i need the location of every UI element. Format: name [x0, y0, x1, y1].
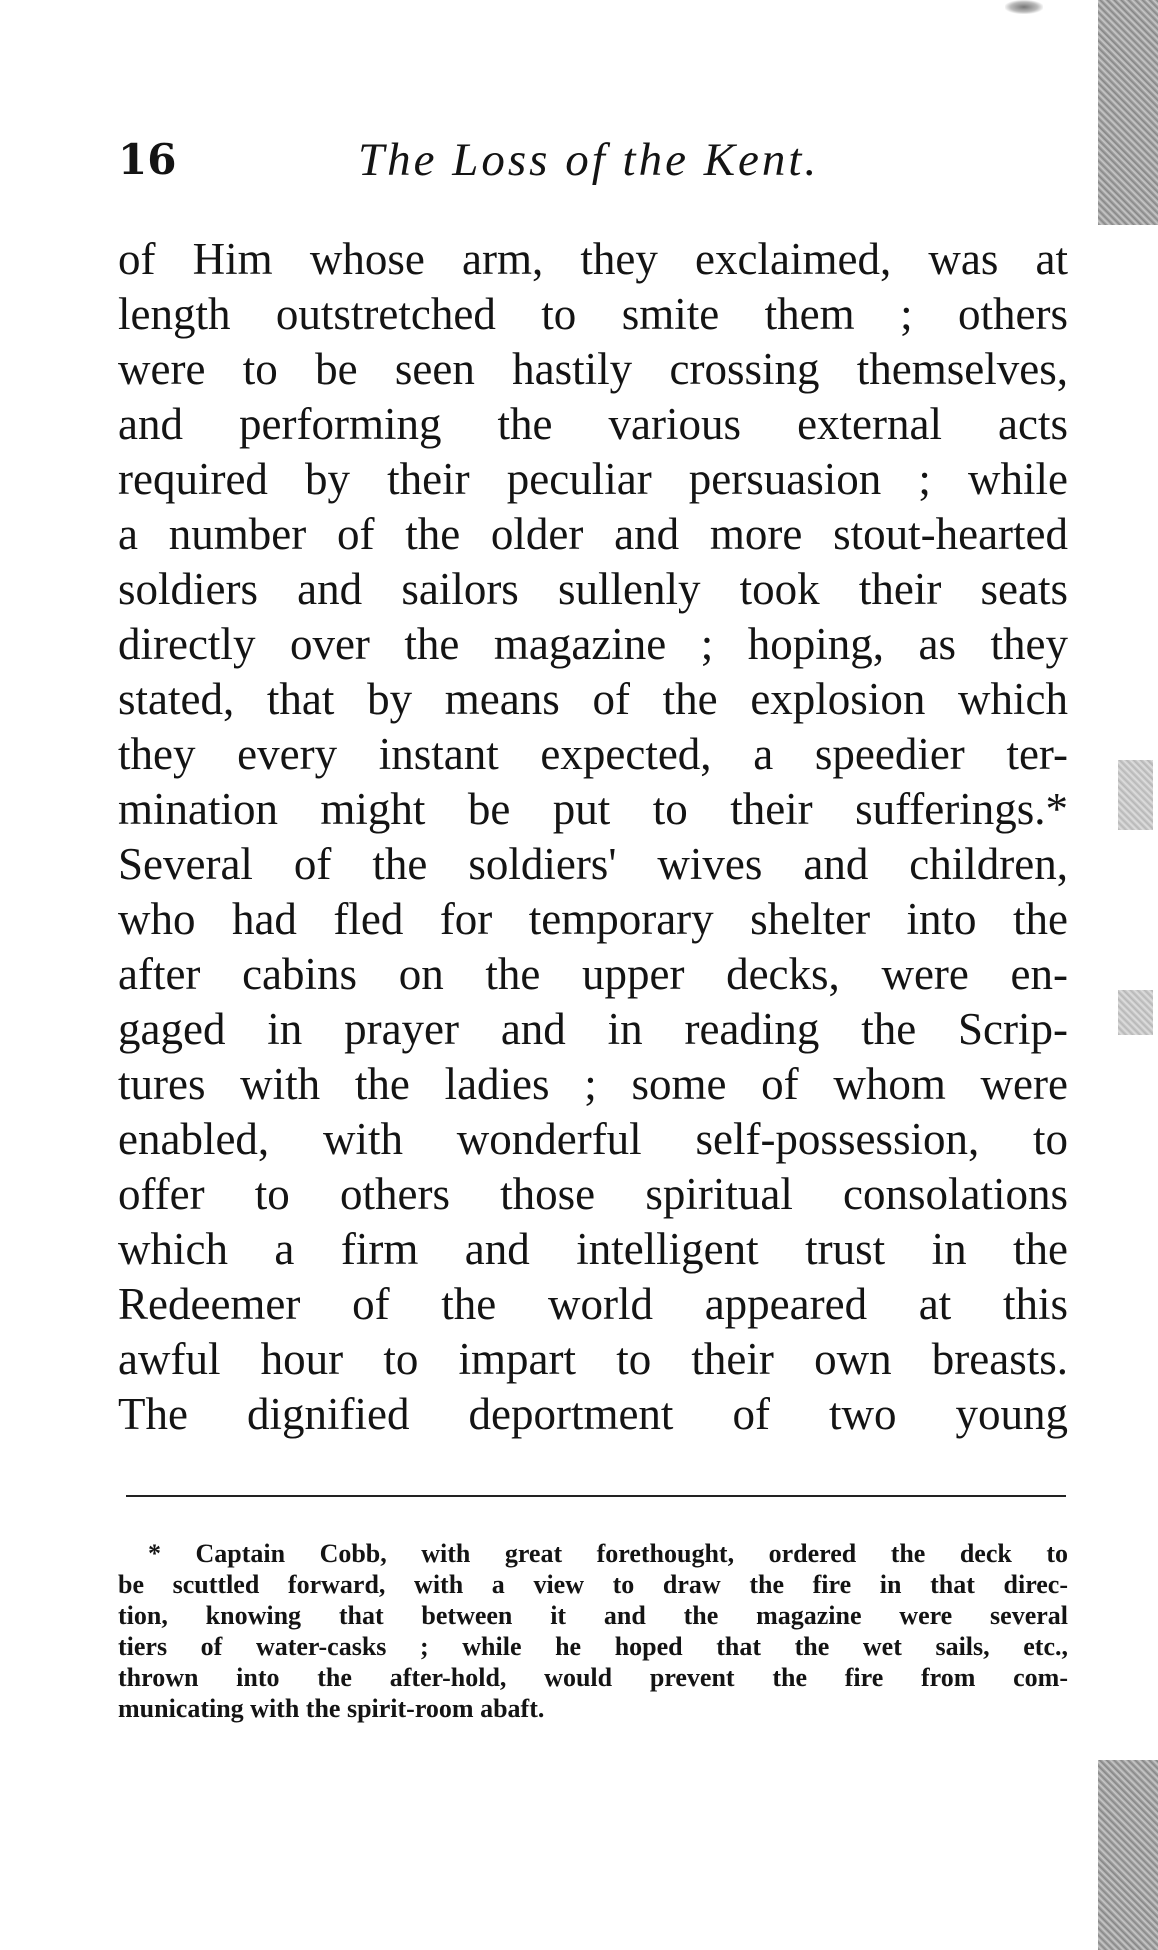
body-line: which a firm and intelligent trust in the	[118, 1224, 1068, 1274]
scan-smudge	[1005, 0, 1043, 14]
scan-edge-shadow	[1118, 760, 1153, 830]
footnote-line: municating with the spirit-room abaft.	[118, 1694, 545, 1723]
body-line: were to be seen hastily crossing themselves,	[118, 344, 1068, 394]
body-line: they every instant expected, a speedier ter-	[118, 729, 1068, 779]
body-line: enabled, with wonderful self-possession, to	[118, 1114, 1068, 1164]
footnote-line: * Captain Cobb, with great forethought, ordered the deck to	[148, 1539, 1068, 1568]
footnote-line: thrown into the after-hold, would prevent the fire from com-	[118, 1663, 1068, 1692]
scan-edge-shadow	[1098, 0, 1158, 225]
footnote-line: tion, knowing that between it and the magazine were several	[118, 1601, 1068, 1630]
body-line: mination might be put to their sufferings.*	[118, 784, 1068, 834]
body-line: stated, that by means of the explosion which	[118, 674, 1068, 724]
body-line: after cabins on the upper decks, were en-	[118, 949, 1068, 999]
running-title: The Loss of the Kent.	[358, 134, 820, 186]
body-line: gaged in prayer and in reading the Scrip-	[118, 1004, 1068, 1054]
body-line: who had fled for temporary shelter into the	[118, 894, 1068, 944]
body-line: a number of the older and more stout-hearted	[118, 509, 1068, 559]
page-number: 16	[118, 135, 177, 184]
body-line: tures with the ladies ; some of whom were	[118, 1059, 1068, 1109]
footnote-line: tiers of water-casks ; while he hoped that the wet sails, etc.,	[118, 1632, 1068, 1661]
body-line: The dignified deportment of two young	[118, 1389, 1068, 1439]
footnote	[118, 1538, 1068, 1724]
body-line: and performing the various external acts	[118, 399, 1068, 449]
body-line: of Him whose arm, they exclaimed, was at	[118, 234, 1068, 284]
footnote-line: be scuttled forward, with a view to draw the fire in that direc-	[118, 1570, 1068, 1599]
running-head	[118, 130, 1068, 190]
body-line: Several of the soldiers' wives and children,	[118, 839, 1068, 889]
body-line: soldiers and sailors sullenly took their seats	[118, 564, 1068, 614]
body-line: Redeemer of the world appeared at this	[118, 1279, 1068, 1329]
body-line: directly over the magazine ; hoping, as they	[118, 619, 1068, 669]
scan-edge-shadow	[1098, 1760, 1158, 1950]
body-line: awful hour to impart to their own breasts.	[118, 1334, 1068, 1384]
body-line: length outstretched to smite them ; others	[118, 289, 1068, 339]
body-line: required by their peculiar persuasion ; while	[118, 454, 1068, 504]
body-text	[118, 232, 1068, 1442]
footnote-divider	[126, 1495, 1066, 1497]
scan-edge-shadow	[1118, 990, 1153, 1035]
body-line: offer to others those spiritual consolations	[118, 1169, 1068, 1219]
